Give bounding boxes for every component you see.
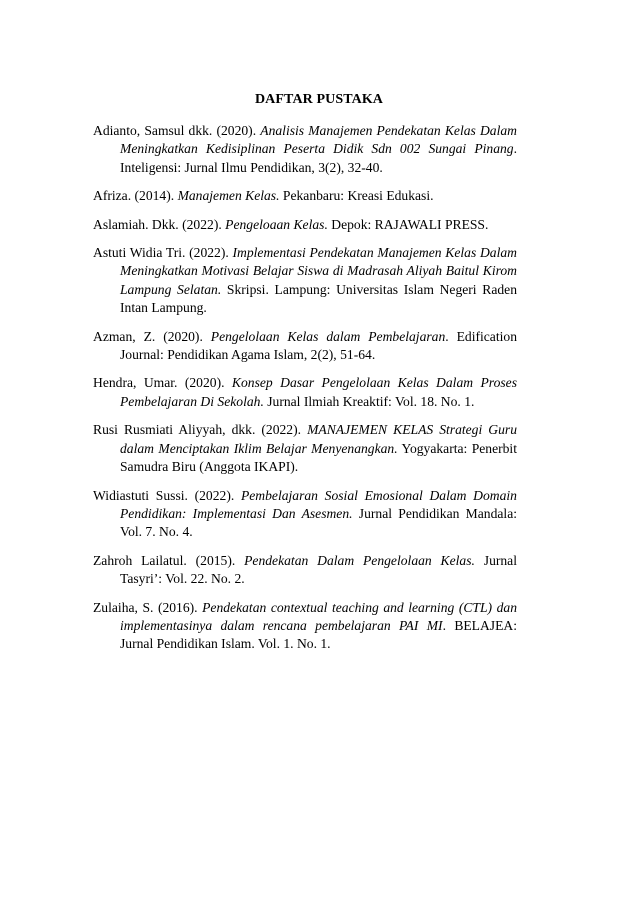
reference-authors: Hendra, Umar. (2020).: [93, 375, 232, 391]
reference-title: Pengeloaan Kelas.: [225, 216, 328, 232]
reference-item: [93, 421, 517, 476]
reference-source: Pekanbaru: Kreasi Edukasi.: [279, 188, 434, 204]
reference-authors: Zahroh Lailatul. (2015).: [93, 552, 245, 568]
reference-item: [93, 487, 517, 542]
reference-item: [93, 599, 517, 654]
reference-title: Analisis Manajemen Pendekatan Kelas Dalam Meningkatkan Kedisiplinan Peserta Didik Sdn 002 Sungai Pinang: [120, 123, 517, 157]
reference-item: [93, 187, 517, 205]
reference-source: . BELAJEA: Jurnal Pendidikan Islam. Vol. 1. No. 1.: [120, 617, 517, 652]
reference-title: Pendekatan Dalam Pengelolaan Kelas.: [244, 552, 475, 568]
reference-source: Jurnal Pendidikan Mandala: Vol. 7. No. 4.: [120, 505, 518, 540]
reference-source: Jurnal Tasyri’: Vol. 22. No. 2.: [120, 552, 517, 587]
reference-source: Jurnal Ilmiah Kreaktif: Vol. 18. No. 1.: [263, 393, 475, 409]
reference-title: Konsep Dasar Pengelolaan Kelas Dalam Proses Pembelajaran Di Sekolah.: [120, 375, 517, 409]
reference-source: . Inteligensi: Jurnal Ilmu Pendidikan, 3(2), 32-40.: [120, 141, 517, 175]
reference-authors: Aslamiah. Dkk. (2022).: [93, 216, 226, 232]
reference-item: [93, 122, 517, 177]
reference-authors: Astuti Widia Tri. (2022).: [93, 245, 233, 261]
reference-item: [93, 328, 517, 365]
reference-authors: Adianto, Samsul dkk. (2020).: [93, 123, 261, 138]
reference-item: [93, 216, 517, 234]
reference-source: Depok: RAJAWALI PRESS.: [327, 216, 489, 232]
reference-title: Pengelolaan Kelas dalam Pembelajaran: [210, 328, 446, 344]
reference-item: [93, 552, 517, 589]
reference-item: [93, 374, 517, 411]
reference-authors: Rusi Rusmiati Aliyyah, dkk. (2022).: [93, 422, 308, 438]
reference-source: . Edification Journal: Pendidikan Agama Islam, 2(2), 51-64.: [120, 328, 517, 363]
reference-source: Yogyakarta: Penerbit Samudra Biru (Anggota IKAPI).: [120, 440, 517, 475]
reference-authors: Zulaiha, S. (2016).: [93, 599, 203, 615]
reference-item: [93, 244, 517, 318]
reference-title: Pembelajaran Sosial Emosional Dalam Domain Pendidikan: Implementasi Dan Asesmen.: [120, 487, 517, 521]
reference-source: Skripsi. Lampung: Universitas Islam Negeri Raden Intan Lampung.: [120, 281, 517, 316]
reference-authors: Azman, Z. (2020).: [93, 328, 211, 344]
reference-title: Implementasi Pendekatan Manajemen Kelas Dalam Meningkatkan Motivasi Belajar Siswa di Madrasah Aliyah Baitul Kirom Lampung Selatan.: [120, 245, 517, 297]
reference-title: Pendekatan contextual teaching and learning (CTL) dan implementasinya dalam rencana pembelajaran PAI MI: [120, 599, 517, 633]
reference-authors: Afriza. (2014).: [93, 188, 178, 204]
reference-authors: Widiastuti Sussi. (2022).: [93, 487, 241, 503]
page-title: DAFTAR PUSTAKA: [254, 92, 384, 107]
reference-title: MANAJEMEN KELAS Strategi Guru dalam Menciptakan Iklim Belajar Menyenangkan.: [120, 422, 517, 456]
reference-list: [93, 122, 517, 664]
reference-title: Manajemen Kelas.: [177, 188, 280, 204]
